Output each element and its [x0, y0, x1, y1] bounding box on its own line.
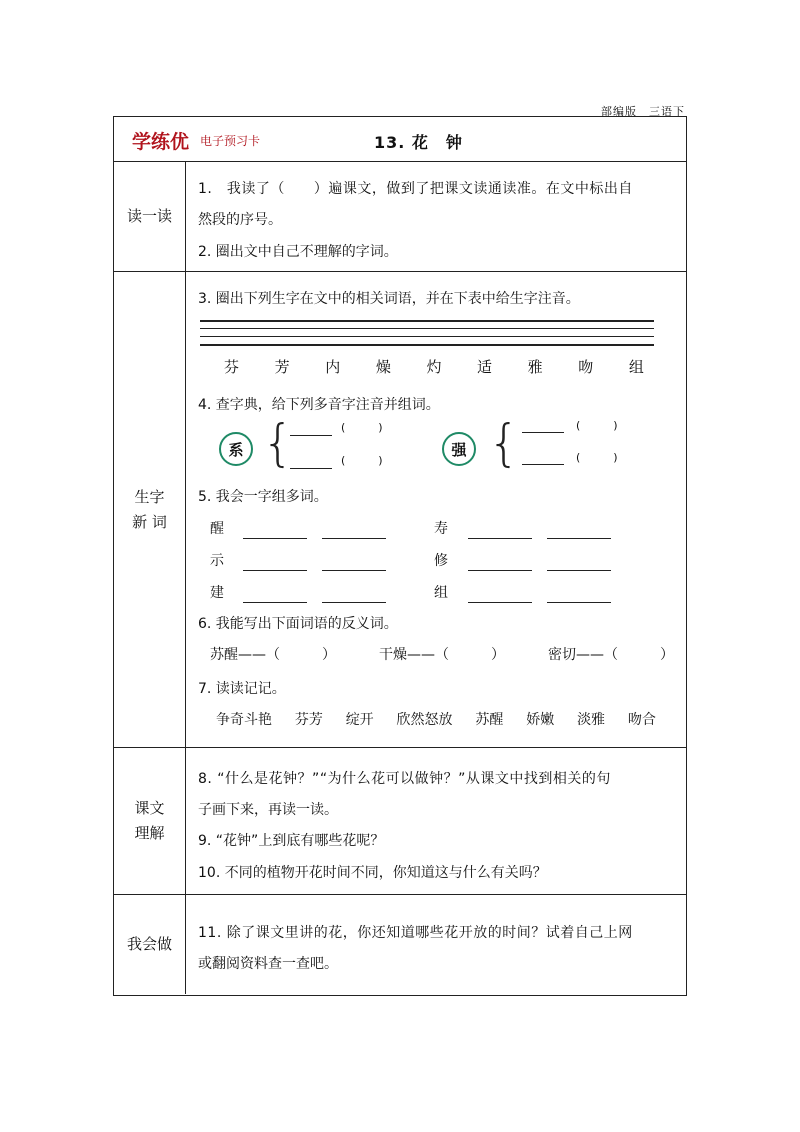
blank-line[interactable] — [522, 464, 564, 465]
section-practice — [114, 895, 686, 994]
word-list — [216, 709, 656, 729]
char: 吻 — [578, 358, 594, 376]
blank-line[interactable] — [468, 602, 532, 603]
section-label: 我会做 — [114, 895, 186, 994]
blank-line[interactable] — [322, 602, 386, 603]
blank-line[interactable] — [547, 538, 611, 539]
paren-blank[interactable]: ( ) — [576, 419, 618, 432]
question-2: 2. 圈出文中自己不理解的字词。 — [198, 244, 398, 260]
word: 淡雅 — [577, 712, 606, 728]
question-1-line1: 1. 我读了（ ）遍课文，做到了把课文读通读准。在文中标出自 — [198, 181, 633, 197]
word: 欣然怒放 — [396, 712, 453, 728]
card-header — [114, 117, 686, 162]
question-4: 4. 查字典，给下列多音字注音并组词。 — [198, 397, 440, 413]
section-read — [114, 161, 686, 272]
antonym-item: 干燥——（ ） — [379, 647, 505, 663]
word: 芬芳 — [294, 712, 323, 728]
question-10: 10. 不同的植物开花时间不同，你知道这与什么有关吗？ — [198, 865, 547, 881]
blank-line[interactable] — [522, 432, 564, 433]
word-char: 醒 — [210, 521, 224, 537]
polyphone-circle: 系 — [219, 432, 253, 466]
section-label: 读一读 — [114, 161, 186, 271]
question-3: 3. 圈出下列生字在文中的相关词语，并在下表中给生字注音。 — [198, 291, 580, 307]
word: 争奇斗艳 — [216, 712, 272, 728]
blank-line[interactable] — [547, 602, 611, 603]
antonym-item: 密切——（ ） — [548, 647, 674, 663]
word-char: 示 — [210, 553, 224, 569]
question-8-line2: 子画下来，再读一读。 — [198, 802, 338, 818]
blank-line[interactable] — [322, 570, 386, 571]
word-char: 组 — [434, 585, 448, 601]
question-11-line1: 11. 除了课文里讲的花，你还知道哪些花开放的时间？试着自己上网 — [198, 925, 633, 941]
word-char: 寿 — [434, 521, 448, 537]
word: 吻合 — [627, 712, 656, 728]
blank-line[interactable] — [547, 570, 611, 571]
blank-line[interactable] — [290, 435, 332, 436]
word: 绽开 — [345, 712, 374, 728]
section-label: 课文 理解 — [114, 748, 186, 894]
char: 内 — [325, 358, 341, 376]
pinyin-line — [200, 328, 654, 329]
preview-card — [113, 116, 687, 996]
word-char: 建 — [210, 585, 224, 601]
char-list — [224, 356, 644, 377]
lesson-title: 13. 花 钟 — [374, 133, 463, 152]
question-6: 6. 我能写出下面词语的反义词。 — [198, 616, 398, 632]
section-understanding — [114, 748, 686, 895]
paren-blank[interactable]: ( ) — [576, 451, 618, 464]
char: 适 — [477, 358, 493, 376]
question-5: 5. 我会一字组多词。 — [198, 489, 328, 505]
blank-line[interactable] — [468, 538, 532, 539]
blank-line[interactable] — [243, 570, 307, 571]
blank-line[interactable] — [243, 602, 307, 603]
section-new-words — [114, 272, 686, 748]
blank-line[interactable] — [468, 570, 532, 571]
section-content — [186, 161, 686, 271]
pinyin-line — [200, 344, 654, 346]
section-content — [186, 748, 686, 894]
section-content — [186, 895, 686, 994]
brace-icon: { — [262, 414, 294, 472]
section-content — [186, 272, 686, 747]
char: 灼 — [426, 358, 442, 376]
section-label: 生字 新 词 — [114, 272, 186, 747]
edition-label: 部编版 三语下 — [601, 105, 685, 118]
word: 苏醒 — [475, 712, 504, 728]
char: 芬 — [224, 358, 240, 376]
pinyin-line — [200, 336, 654, 337]
question-11-line2: 或翻阅资料查一查吧。 — [198, 956, 338, 972]
char: 组 — [628, 358, 644, 376]
blank-line[interactable] — [322, 538, 386, 539]
brand-subtitle: 电子预习卡 — [200, 134, 261, 148]
word-char: 修 — [434, 553, 448, 569]
question-7: 7. 读读记记。 — [198, 681, 286, 697]
paren-blank[interactable]: ( ) — [341, 454, 383, 467]
char: 燥 — [375, 358, 391, 376]
blank-line[interactable] — [243, 538, 307, 539]
antonym-item: 苏醒——（ ） — [210, 647, 336, 663]
brand-logo: 学练优 — [132, 131, 190, 153]
pinyin-line — [200, 320, 654, 322]
char: 雅 — [527, 358, 543, 376]
paren-blank[interactable]: ( ) — [341, 421, 383, 434]
question-1-line2: 然段的序号。 — [198, 212, 282, 228]
blank-line[interactable] — [290, 468, 332, 469]
question-8-line1: 8. “什么是花钟？”“为什么花可以做钟？”从课文中找到相关的句 — [198, 771, 611, 787]
polyphone-circle: 强 — [442, 432, 476, 466]
char: 芳 — [274, 358, 290, 376]
question-9: 9. “花钟”上到底有哪些花呢？ — [198, 833, 385, 849]
brace-icon: { — [488, 414, 520, 472]
word: 娇嫩 — [526, 712, 555, 728]
